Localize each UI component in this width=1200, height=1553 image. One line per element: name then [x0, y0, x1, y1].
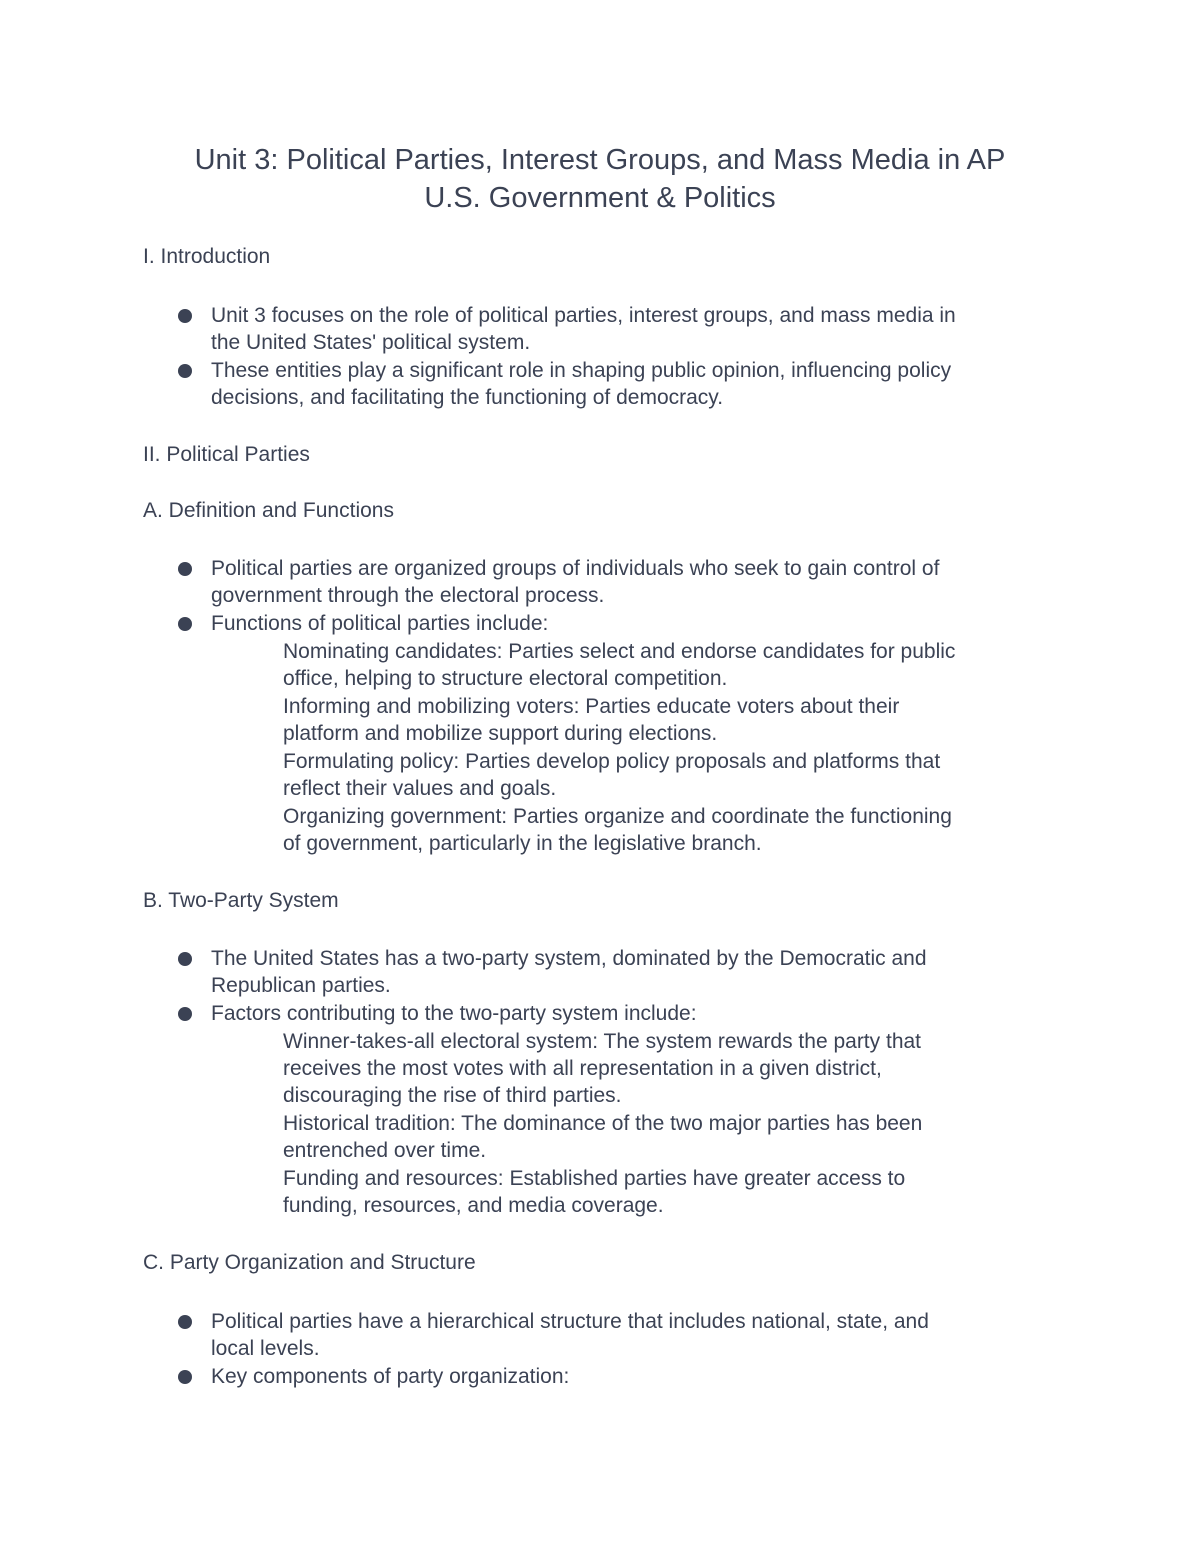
sub-list-item-text: funding, resources, and media coverage. [283, 1194, 664, 1217]
list-item-text: Key components of party organization: [211, 1365, 570, 1388]
list-item-text: Political parties are organized groups of individuals who seek to gain control of [211, 557, 940, 580]
sub-list-item-text: platform and mobilize support during elections. [283, 722, 718, 745]
list-item-text: decisions, and facilitating the functioning of democracy. [211, 386, 724, 409]
sub-list-item-text: Nominating candidates: Parties select and endorse candidates for public [283, 640, 956, 663]
list-item-text: Unit 3 focuses on the role of political parties, interest groups, and mass media in [211, 304, 956, 327]
subsection-heading-organization: C. Party Organization and Structure [143, 1251, 476, 1274]
list-item-text: These entities play a significant role in shaping public opinion, influencing policy [211, 359, 952, 382]
section-heading-political-parties: II. Political Parties [143, 443, 310, 466]
list-item [211, 945, 927, 999]
list-item [211, 1000, 697, 1027]
bullet-icon [178, 309, 192, 323]
list-item-text: Republican parties. [211, 974, 391, 997]
document-title [100, 141, 1100, 217]
sub-list-item-text: Historical tradition: The dominance of the two major parties has been [283, 1112, 923, 1135]
sub-list-item [283, 693, 899, 747]
list-item [211, 610, 548, 637]
bullet-icon [178, 562, 192, 576]
bullet-icon [178, 952, 192, 966]
sub-list-item-text: Formulating policy: Parties develop policy proposals and platforms that [283, 750, 941, 773]
list-item [211, 357, 951, 411]
sub-list-item-text: Informing and mobilizing voters: Parties educate voters about their [283, 695, 900, 718]
subsection-heading-two-party: B. Two-Party System [143, 889, 339, 912]
bullet-icon [178, 1315, 192, 1329]
sub-list-item-text: Winner-takes-all electoral system: The system rewards the party that [283, 1030, 922, 1053]
list-item [211, 1308, 929, 1362]
subsection-heading-definition: A. Definition and Functions [143, 499, 394, 522]
sub-list-item [283, 1165, 905, 1219]
list-item-text: Factors contributing to the two-party system include: [211, 1002, 697, 1025]
list-item [211, 1363, 569, 1390]
title-line: U.S. Government & Politics [424, 182, 776, 214]
section-heading-introduction: I. Introduction [143, 245, 271, 268]
sub-list-item-text: Organizing government: Parties organize and coordinate the functioning [283, 805, 952, 828]
list-item-text: local levels. [211, 1337, 320, 1360]
sub-list-item-text: receives the most votes with all representation in a given district, [283, 1057, 882, 1080]
bullet-icon [178, 364, 192, 378]
sub-list-item-text: discouraging the rise of third parties. [283, 1084, 622, 1107]
sub-list-item-text: reflect their values and goals. [283, 777, 557, 800]
sub-list-item-text: entrenched over time. [283, 1139, 487, 1162]
bullet-icon [178, 617, 192, 631]
bullet-icon [178, 1007, 192, 1021]
list-item-text: the United States' political system. [211, 331, 531, 354]
sub-list-item-text: of government, particularly in the legislative branch. [283, 832, 762, 855]
sub-list-item [283, 748, 940, 802]
sub-list-item-text: Funding and resources: Established parties have greater access to [283, 1167, 906, 1190]
sub-list-item [283, 803, 952, 857]
list-item-text: The United States has a two-party system, dominated by the Democratic and [211, 947, 927, 970]
sub-list-item [283, 1028, 921, 1109]
list-item-text: government through the electoral process. [211, 584, 605, 607]
list-item-text: Political parties have a hierarchical structure that includes national, state, and [211, 1310, 929, 1333]
list-item [211, 302, 956, 356]
title-line: Unit 3: Political Parties, Interest Groups, and Mass Media in AP [194, 144, 1006, 176]
sub-list-item [283, 638, 955, 692]
bullet-icon [178, 1370, 192, 1384]
sub-list-item-text: office, helping to structure electoral competition. [283, 667, 728, 690]
list-item [211, 555, 939, 609]
list-item-text: Functions of political parties include: [211, 612, 549, 635]
sub-list-item [283, 1110, 922, 1164]
